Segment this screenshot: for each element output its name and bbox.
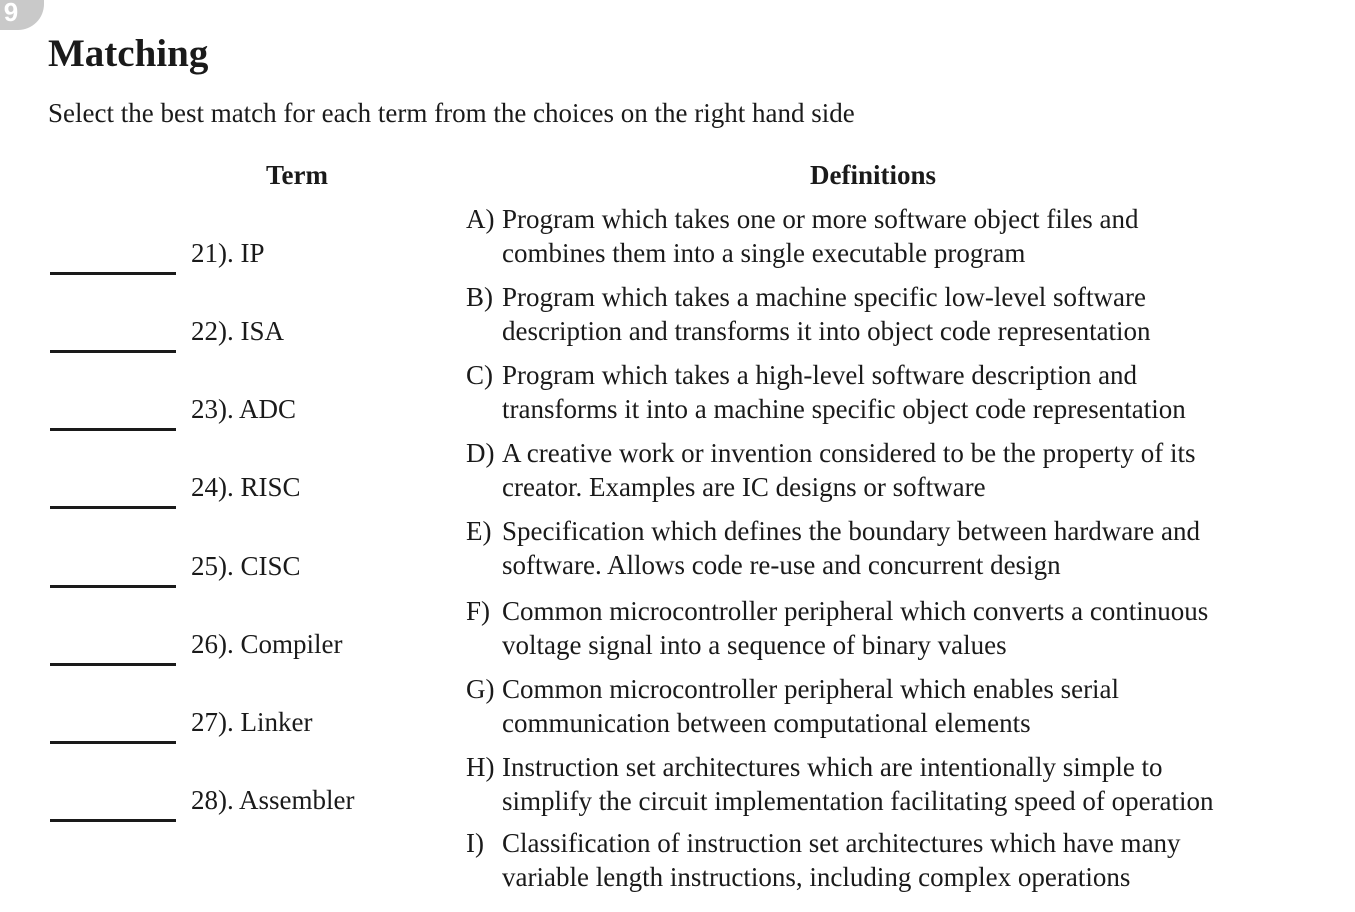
answer-blank-28[interactable] (50, 819, 176, 822)
answer-blank-22[interactable] (50, 350, 176, 353)
definition-text-line: description and transforms it into object code representation (502, 316, 1151, 346)
definition-text-line: Instruction set architectures which are intentionally simple to (502, 752, 1163, 782)
definition-text-line: Program which takes one or more software object files and (502, 204, 1139, 234)
definition-text-line: Program which takes a high-level software description and (502, 360, 1138, 390)
term-row-27 (48, 705, 448, 755)
term-label: 25). CISC (191, 551, 301, 581)
definition-text-line: communication between computational elements (502, 708, 1031, 738)
term-label: 23). ADC (191, 394, 297, 424)
definition-text-line: creator. Examples are IC designs or software (502, 472, 986, 502)
answer-blank-26[interactable] (50, 663, 176, 666)
term-row-26 (48, 627, 448, 677)
answer-blank-27[interactable] (50, 741, 176, 744)
definition-text-line: variable length instructions, including complex operations (502, 862, 1131, 892)
term-label: 22). ISA (191, 316, 284, 346)
term-row-25 (48, 549, 448, 599)
definition-text-line: Classification of instruction set architectures which have many (502, 828, 1181, 858)
definition-letter: I) (466, 828, 484, 858)
definition-text-line: Program which takes a machine specific low-level software (502, 282, 1147, 312)
term-row-24 (48, 470, 448, 520)
term-label: 26). Compiler (191, 629, 343, 659)
page-number-badge: 9 (0, 0, 44, 30)
definition-text-line: Common microcontroller peripheral which enables serial (502, 674, 1120, 704)
definition-letter: F) (466, 596, 491, 626)
term-column-header: Term (266, 160, 328, 190)
term-row-23 (48, 392, 448, 442)
definition-text-line: Common microcontroller peripheral which converts a continuous (502, 596, 1209, 626)
definition-text-line: combines them into a single executable program (502, 238, 1026, 268)
definition-letter: D) (466, 438, 495, 468)
definition-text-line: Specification which defines the boundary between hardware and (502, 516, 1200, 546)
definition-letter: E) (466, 516, 492, 546)
definition-letter: A) (466, 204, 495, 234)
definition-text-line: software. Allows code re-use and concurrent design (502, 550, 1061, 580)
definition-letter: H) (466, 752, 495, 782)
definition-letter: B) (466, 282, 493, 312)
term-row-22 (48, 314, 448, 364)
term-row-28 (48, 783, 448, 833)
answer-blank-25[interactable] (50, 585, 176, 588)
answer-blank-21[interactable] (50, 272, 176, 275)
term-label: 27). Linker (191, 707, 313, 737)
term-row-21 (48, 236, 448, 286)
instructions-text: Select the best match for each term from the choices on the right hand side (48, 98, 855, 128)
definition-text-line: transforms it into a machine specific object code representation (502, 394, 1186, 424)
definition-text-line: A creative work or invention considered to be the property of its (502, 438, 1196, 468)
page-title: Matching (48, 32, 209, 75)
term-label: 21). IP (191, 238, 265, 268)
definition-text-line: voltage signal into a sequence of binary values (502, 630, 1007, 660)
definition-text-line: simplify the circuit implementation facilitating speed of operation (502, 786, 1214, 816)
definitions-column-header: Definitions (810, 160, 937, 190)
definition-letter: G) (466, 674, 495, 704)
term-label: 24). RISC (191, 472, 301, 502)
definition-letter: C) (466, 360, 493, 390)
answer-blank-23[interactable] (50, 428, 176, 431)
answer-blank-24[interactable] (50, 506, 176, 509)
term-label: 28). Assembler (191, 785, 355, 815)
